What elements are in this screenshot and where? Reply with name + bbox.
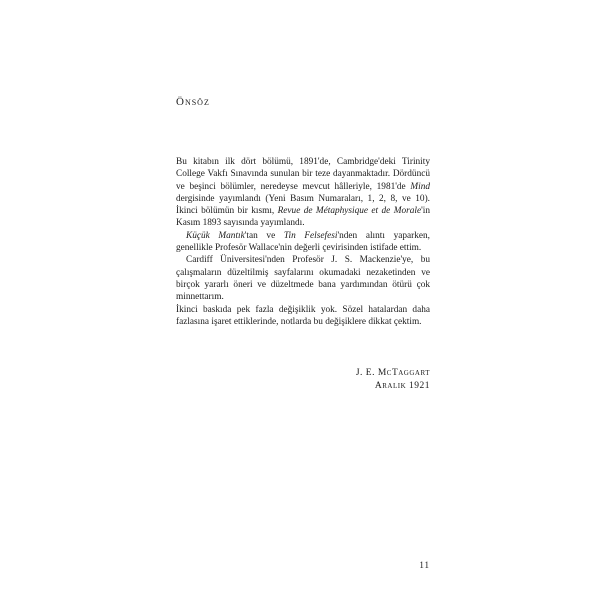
book-title-kucuk-mantik: Küçük Mantık (186, 230, 245, 241)
author-name: J. E. McTaggart (355, 368, 430, 378)
preface-body (176, 156, 430, 328)
paragraph-3: Cardiff Üniversitesi'nden Profesör J. S. Mackenzie'ye, bu çalışmaların düzeltilmiş sayfalarını okumadaki nezaketinden ve birçok yararlı öneri ve düzeltmede bana yardımından ötürü çok minnettarım. (176, 255, 430, 303)
journal-title-mind: Mind (410, 181, 430, 192)
journal-title-revue: Revue de Métaphysique et de Morale (277, 206, 422, 217)
paragraph-4: İkinci baskıda pek fazla değişiklik yok. Sözel hatalardan daha fazlasına işaret ettiklerinde, notlarda bu değişiklere dikkat çektim. (176, 304, 430, 327)
signature-date: Aralık 1921 (374, 381, 430, 391)
page-number: 11 (419, 560, 430, 570)
signature-block (356, 367, 430, 393)
paragraph-2-text-b: 'nden alıntı yaparken, genellikle Profesör Wallace'nin değerli çevirisinden istifade ettim. (176, 230, 430, 254)
page-title: Önsöz (176, 96, 210, 108)
paragraph-1-text-b: dergisinde yayımlandı (Yeni Basım Numaraları, 1, 2, 8, ve 10). İkinci bölümün bir kısmı, (176, 193, 430, 217)
paragraph-2 (176, 230, 430, 255)
book-title-tin-felsefesi: Tin Felsefesi (283, 230, 338, 241)
paragraph-1-text-c: 'in Kasım 1893 sayısında yayımlandı. (176, 206, 430, 229)
paragraph-1 (176, 156, 430, 230)
paragraph-1-text-a: Bu kitabın ilk dört bölümü, 1891'de, Cambridge'deki Tirinity College Vakfı Sınavında sunulan bir teze dayanmaktadır. Dördüncü ve beşinci bölümler, neredeyse mevcut hâlleriyle, 1981'de (176, 157, 430, 192)
paragraph-2-text-a: 'tan ve (244, 230, 284, 241)
